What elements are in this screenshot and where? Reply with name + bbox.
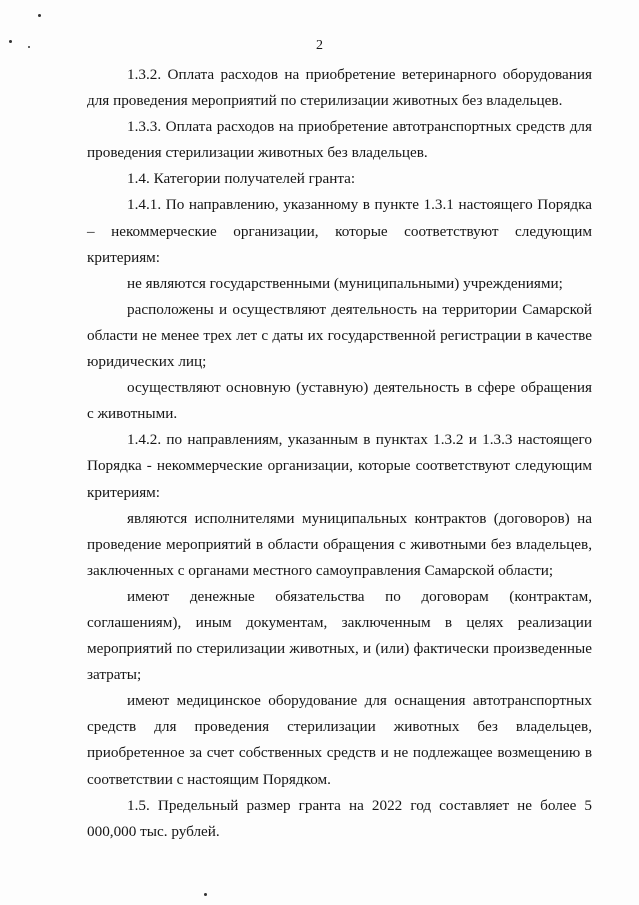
page-number: 2: [316, 38, 323, 53]
scan-speck: [38, 14, 41, 17]
paragraph-1-4-1: 1.4.1. По направлению, указанному в пункте 1.3.1 настоящего Порядка – некоммерческие организации, которые соответствуют следующим критериям:: [87, 196, 592, 266]
paragraph-1-3-2: 1.3.2. Оплата расходов на приобретение ветеринарного оборудования для проведения мероприятий по стерилизации животных без владельцев.: [87, 66, 592, 110]
criterion-located-samara: расположены и осуществляют деятельность на территории Самарской области не менее трех лет с даты их государственной регистрации в качестве юридических лиц;: [87, 300, 592, 371]
paragraph-1-4-2: 1.4.2. по направлениям, указанным в пунктах 1.3.2 и 1.3.3 настоящего Порядка - некоммерческие организации, которые соответствуют следующим критериям:: [87, 431, 592, 501]
criterion-medical-equipment: имеют медицинское оборудование для оснащения автотранспортных средств для проведения стерилизации животных без владельцев, приобретенное за счет собственных средств и не подлежащее возмещению в соответствии с настоящим Порядком.: [87, 692, 592, 788]
criterion-monetary-obligations: имеют денежные обязательства по договорам (контрактам, соглашениям), иным документам, заключенным в целях реализации мероприятий по стерилизации животных, и (или) фактически произведенные затраты;: [87, 587, 592, 684]
paragraph-1-4: 1.4. Категории получателей гранта:: [127, 170, 356, 188]
criterion-animal-activity: осуществляют основную (уставную) деятельность в сфере обращения с животными.: [87, 379, 592, 423]
paragraph-1-3-3: 1.3.3. Оплата расходов на приобретение автотранспортных средств для проведения стерилизации животных без владельцев.: [87, 118, 592, 162]
criterion-not-state: не являются государственными (муниципальными) учреждениями;: [127, 274, 563, 292]
paragraph-1-5: 1.5. Предельный размер гранта на 2022 год составляет не более 5 000,000 тыс. рублей.: [87, 796, 592, 840]
criterion-municipal-contracts: являются исполнителями муниципальных контрактов (договоров) на проведение мероприятий в области обращения с животными без владельцев, заключенных с органами местного самоуправления Самарской области;: [87, 509, 592, 579]
document-body: [87, 62, 592, 845]
scan-speck: [204, 893, 207, 896]
